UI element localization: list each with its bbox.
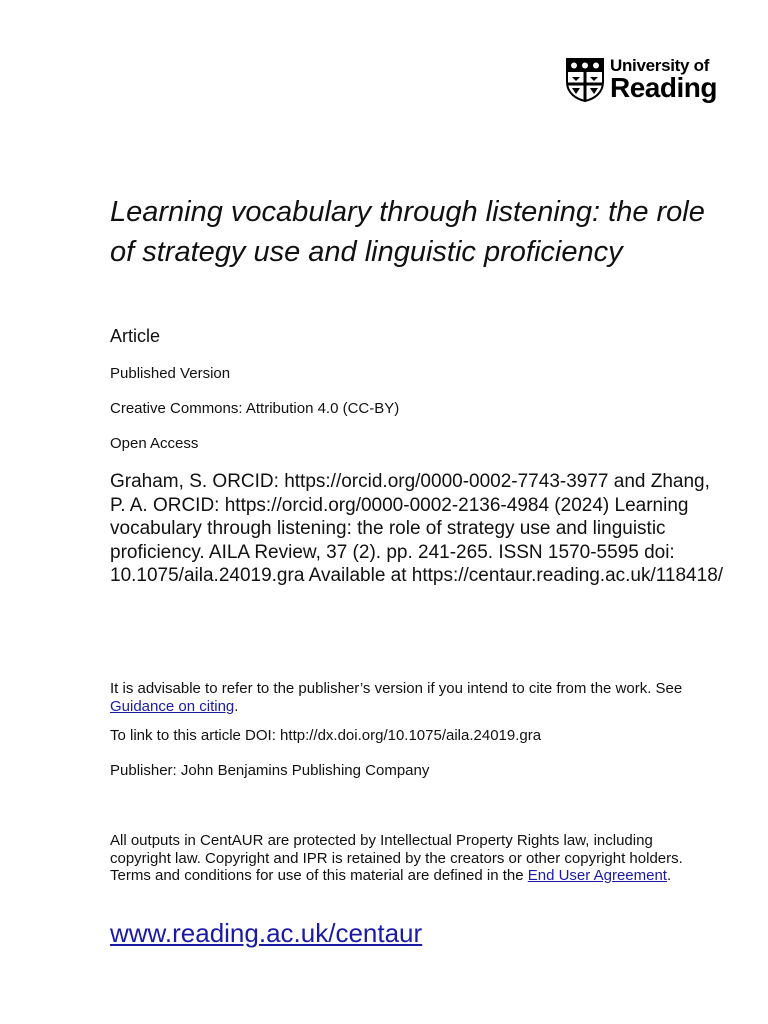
- citation: Graham, S. ORCID: https://orcid.org/0000-0002-7743-3977 and Zhang, P. A. ORCID: https://orcid.org/0000-0002-2136-4984 (2024) Learning vocabulary through listening: the role of strategy use and linguistic proficiency. AILA Review, 37 (2). pp. 241-265. ISSN 1570-5595 doi: 10.1075/aila.24019.gra Available at https://centaur.reading.ac.uk/118418/: [110, 471, 724, 586]
- access-label: Open Access: [110, 435, 199, 452]
- university-logo: [566, 56, 726, 106]
- logo-line-university: University of: [610, 56, 710, 75]
- citing-advice-end: .: [234, 697, 239, 715]
- citing-advice: [110, 680, 710, 715]
- logo-wordmark: [610, 56, 717, 102]
- rights-notice-text: All outputs in CentAUR are protected by Intellectual Property Rights law, including copyright law. Copyright and IPR is retained by the creators or other copyright holders. Terms and conditions for use of this material are defined in the: [110, 832, 683, 884]
- guidance-on-citing-link[interactable]: Guidance on citing: [110, 697, 235, 715]
- rights-notice-end: .: [666, 867, 672, 884]
- publisher-label: Publisher: John Benjamins Publishing Company: [110, 762, 430, 779]
- crest-icon: [566, 58, 604, 102]
- version-label: Published Version: [110, 365, 231, 382]
- end-user-agreement-link[interactable]: End User Agreement: [527, 867, 667, 884]
- logo-line-reading: Reading: [610, 72, 717, 103]
- site-link-container: [110, 918, 730, 949]
- rights-notice: [110, 832, 710, 885]
- license-label: Creative Commons: Attribution 4.0 (CC-BY): [110, 400, 400, 417]
- centaur-site-link[interactable]: www.reading.ac.uk/centaur: [110, 918, 423, 948]
- doi-link-line: To link to this article DOI: http://dx.doi.org/10.1075/aila.24019.gra: [110, 727, 542, 744]
- document-type: Article: [110, 326, 161, 346]
- article-title: Learning vocabulary through listening: the role of strategy use and linguistic proficiency: [110, 196, 705, 268]
- citing-advice-text: It is advisable to refer to the publisher’s version if you intend to cite from the work. See: [110, 680, 683, 697]
